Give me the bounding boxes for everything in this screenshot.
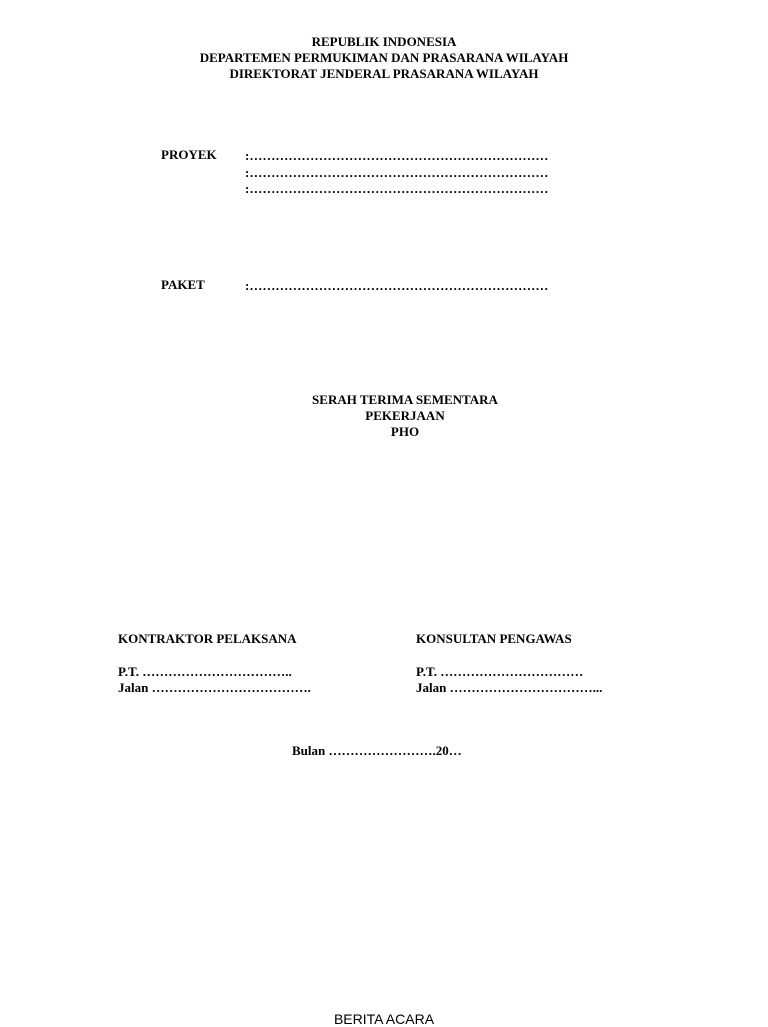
proyek-line-2: :…………………………………………………………… [245,165,549,180]
proyek-label: PROYEK [161,147,217,162]
footer-text: BERITA ACARA [333,1011,435,1027]
kontraktor-jalan: Jalan ………………………………. [118,680,311,695]
header-line-country: REPUBLIK INDONESIA [311,34,457,49]
document-title [210,392,600,440]
date-line: Bulan …………………….20… [292,743,462,758]
title-line-3: PHO [390,424,420,439]
paket-line: :…………………………………………………………… [245,278,549,293]
konsultan-heading: KONSULTAN PENGAWAS [416,631,572,646]
kontraktor-heading: KONTRAKTOR PELAKSANA [118,631,297,646]
proyek-line-3: :…………………………………………………………… [245,181,549,196]
document-header [0,34,768,82]
title-line-2: PEKERJAAN [365,408,445,423]
header-line-department: DEPARTEMEN PERMUKIMAN DAN PRASARANA WILAYAH [199,50,569,65]
title-line-1: SERAH TERIMA SEMENTARA [312,392,498,407]
proyek-line-1: :…………………………………………………………… [245,148,549,163]
header-line-directorate: DIREKTORAT JENDERAL PRASARANA WILAYAH [229,66,539,81]
konsultan-jalan: Jalan ……………………………... [416,680,603,695]
paket-label: PAKET [161,277,205,292]
kontraktor-pt: P.T. …………………………….. [118,664,292,679]
konsultan-pt: P.T. …………………………… [416,664,584,679]
